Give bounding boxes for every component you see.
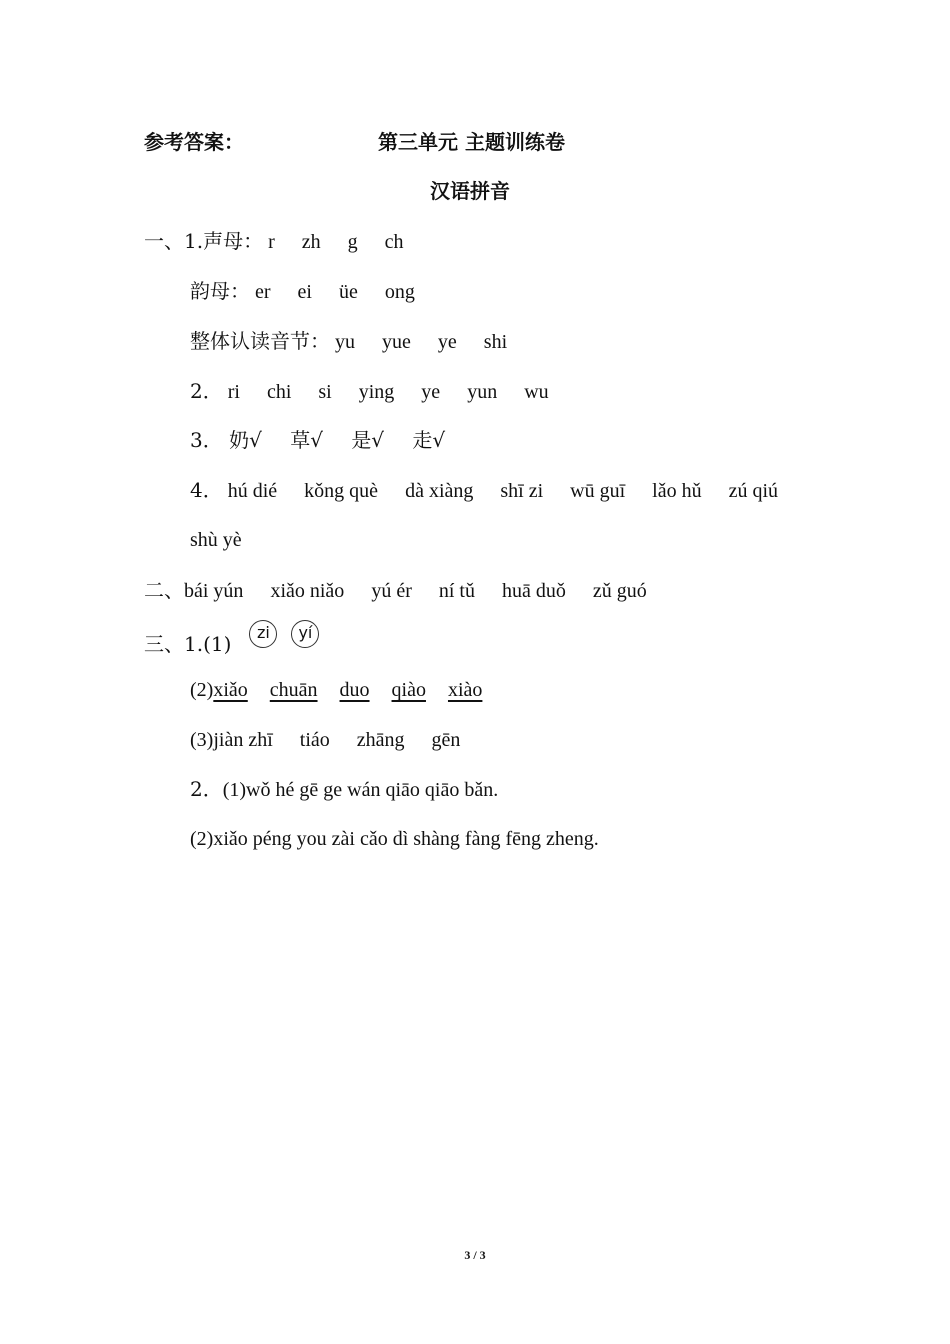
p3-item: jiàn [213,729,244,751]
section2 [144,578,647,603]
section1-finals [190,279,415,304]
q4-item: wū guī [570,480,626,502]
p2-item: qiào [391,679,426,701]
page-number: 3 / 3 [464,1248,486,1262]
q4-item: kǒng què [304,480,379,502]
section1-q4-continued: shù yè [190,529,242,551]
p2-label: (2) [190,679,214,701]
whole-item: yu [335,331,355,353]
sentence-1: (1)wǒ hé gē ge wán qiāo qiāo bǎn. [222,779,499,801]
section3-p3 [190,728,460,752]
whole-item: shi [483,331,508,353]
section2-item: xiǎo niǎo [270,580,345,602]
q4-item: zú qiú [728,480,779,502]
q3-item: 奶√ [229,428,262,452]
section1-whole-syllables [190,329,507,354]
initial-item: ch [384,231,404,253]
sentence-2: (2)xiǎo péng you zài cǎo dì shàng fàng fēng zheng. [190,828,599,850]
p3-item: zhāng [356,729,405,751]
whole-label: 整体认读音节： [190,329,330,353]
q2-item: si [318,381,332,403]
q2-item: wu [524,381,549,403]
q4-item: shī zi [500,480,544,502]
initial-item: r [268,231,275,253]
section2-item: yú ér [371,580,412,602]
q2-item: yun [467,381,498,403]
finals-label: 韵母： [190,279,250,303]
q1-label: 一、1.声母： [144,229,264,253]
section1-q2 [190,379,549,404]
q2-item: ri [227,381,240,403]
initial-item: g [347,231,358,253]
q4-item: hú dié [227,480,278,502]
final-item: üe [338,281,358,303]
p2-item: duo [339,679,370,701]
p3-label: (3) [190,729,214,751]
whole-item: yue [382,331,411,353]
circled-syllable: zi [249,620,277,648]
section1-q4 [190,478,778,503]
q3-item: 走√ [412,428,446,452]
q3-label: 3． [190,428,223,452]
p2-item: xiǎo [213,679,248,701]
section1-q1-initials [144,229,404,254]
section2-item: bái yún [184,580,244,602]
q2-item: chi [266,381,292,403]
p2-item: chuān [269,679,318,701]
section2-item: huā duǒ [501,580,566,602]
section3-p2 [190,678,482,702]
circled-syllable: yí [291,620,319,648]
final-item: er [255,281,271,303]
q4-label: 4． [190,478,223,502]
whole-item: ye [437,331,457,353]
initial-item: zh [301,231,321,253]
p2-item: xiào [447,679,483,701]
final-item: ong [384,281,415,303]
q3-item: 是√ [351,428,385,452]
q2-label: 2． [190,379,223,403]
section3-q1 [144,623,319,660]
subtitle: 汉语拼音 [430,179,510,203]
section3-q1-label: 三、1.(1) [144,632,232,656]
initials-list [263,231,403,253]
section3-q2-line1 [190,777,498,802]
answer-label: 参考答案： [144,130,244,154]
p3-item: gēn [431,729,461,751]
section1-q3 [190,428,445,452]
q4-item: lǎo hǔ [652,480,702,502]
final-item: ei [297,281,312,303]
q2-item: ying [358,381,395,403]
q2-item: ye [421,381,441,403]
p3-item: tiáo [299,729,330,751]
section2-label: 二、 [144,578,184,602]
unit-title: 第三单元 主题训练卷 [378,130,565,154]
section3-q2-label: 2． [190,777,223,801]
section2-item: zǔ guó [592,580,647,602]
section2-item: ní tǔ [438,580,475,602]
q4-item: dà xiàng [405,480,474,502]
p3-item: zhī [248,729,273,751]
q3-item: 草√ [290,428,323,452]
